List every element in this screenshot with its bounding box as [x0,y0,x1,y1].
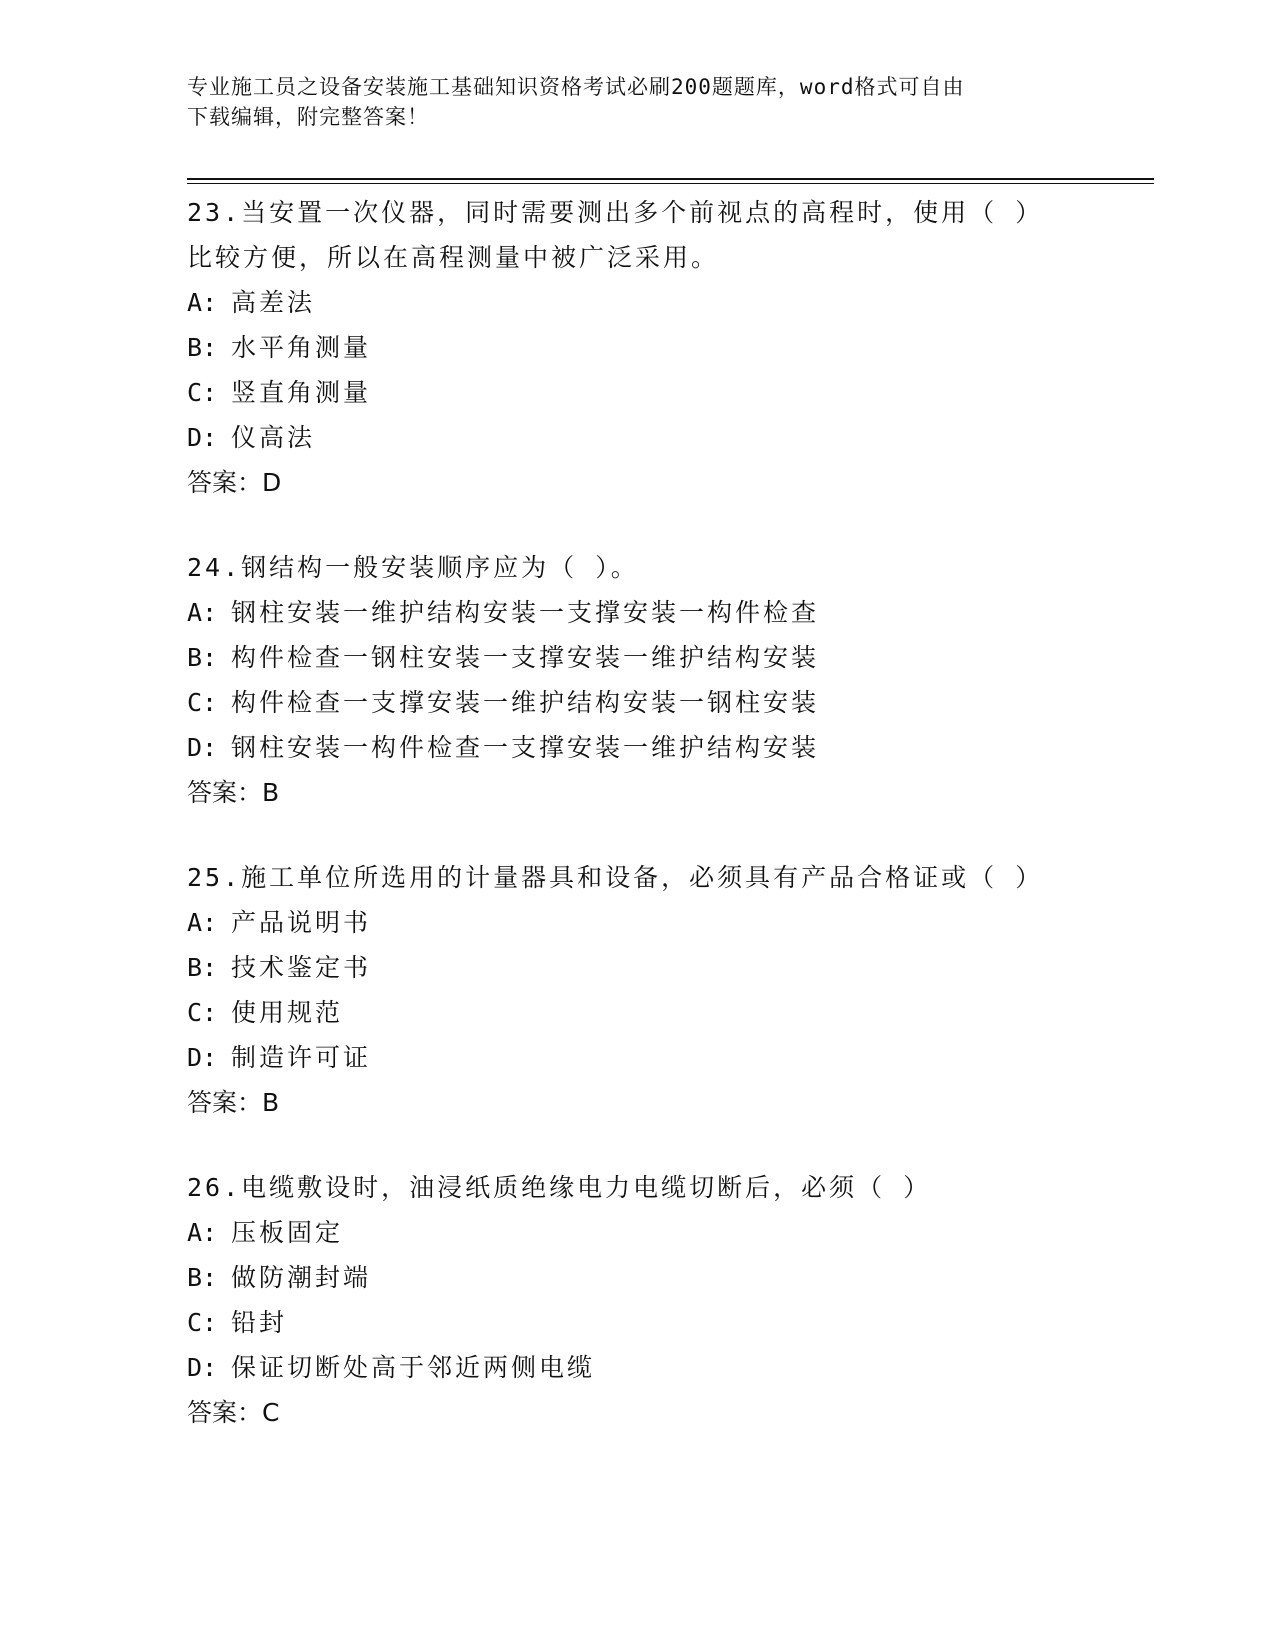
document-header [187,72,1067,132]
option-a [187,590,1087,635]
question-25 [187,855,1087,1125]
option-b [187,325,1087,370]
option-letter: A: [187,1218,218,1247]
option-letter: A: [187,288,218,317]
question-24 [187,545,1087,815]
option-text: 高差法 [231,288,316,317]
option-text: 铅封 [231,1308,288,1337]
header-divider-thin [187,183,1154,184]
option-letter: D: [187,733,218,762]
question-26 [187,1165,1087,1435]
option-letter: C: [187,378,218,407]
header-line-2: 下载编辑，附完整答案！ [187,105,429,129]
question-text: 比较方便，所以在高程测量中被广泛采用。 [187,243,720,272]
option-text: 构件检查一钢柱安装一支撑安装一维护结构安装 [231,643,820,672]
option-text: 构件检查一支撑安装一维护结构安装一钢柱安装 [231,688,820,717]
option-a [187,1210,1087,1255]
option-text: 制造许可证 [231,1043,372,1072]
question-23 [187,190,1087,505]
question-text: 23.当安置一次仪器，同时需要测出多个前视点的高程时，使用（ ） [187,198,1044,227]
option-letter: B: [187,1263,218,1292]
option-b [187,1255,1087,1300]
option-c [187,990,1087,1035]
option-text: 做防潮封端 [231,1263,372,1292]
option-letter: A: [187,598,218,627]
option-letter: C: [187,1308,218,1337]
option-letter: A: [187,908,218,937]
option-d [187,725,1087,770]
question-text: 26.电缆敷设时，油浸纸质绝缘电力电缆切断后，必须（ ） [187,1173,932,1202]
option-a [187,900,1087,945]
option-d [187,415,1087,460]
question-text: 25.施工单位所选用的计量器具和设备，必须具有产品合格证或（ ） [187,863,1044,892]
option-text: 仪高法 [231,423,316,452]
option-d [187,1345,1087,1390]
answer-line: 答案：D [187,468,282,497]
option-letter: D: [187,1353,218,1382]
option-letter: C: [187,688,218,717]
option-text: 水平角测量 [231,333,372,362]
option-b [187,635,1087,680]
question-text: 24.钢结构一般安装顺序应为（ ）。 [187,553,639,582]
option-text: 产品说明书 [231,908,372,937]
option-c [187,370,1087,415]
option-letter: C: [187,998,218,1027]
header-divider-thick [187,178,1154,180]
answer-line: 答案：C [187,1398,280,1427]
option-text: 使用规范 [231,998,344,1027]
option-letter: D: [187,1043,218,1072]
option-letter: D: [187,423,218,452]
answer-line: 答案：B [187,1088,280,1117]
option-d [187,1035,1087,1080]
question-list [187,190,1087,1475]
option-letter: B: [187,953,218,982]
option-text: 保证切断处高于邻近两侧电缆 [231,1353,596,1382]
option-text: 钢柱安装一维护结构安装一支撑安装一构件检查 [231,598,820,627]
option-letter: B: [187,643,218,672]
option-c [187,680,1087,725]
option-text: 钢柱安装一构件检查一支撑安装一维护结构安装 [231,733,820,762]
option-letter: B: [187,333,218,362]
option-text: 压板固定 [231,1218,344,1247]
option-c [187,1300,1087,1345]
option-text: 技术鉴定书 [231,953,372,982]
option-b [187,945,1087,990]
header-line-1: 专业施工员之设备安装施工基础知识资格考试必刷200题题库，word格式可自由 [187,75,965,99]
option-text: 竖直角测量 [231,378,372,407]
answer-line: 答案：B [187,778,280,807]
option-a [187,280,1087,325]
